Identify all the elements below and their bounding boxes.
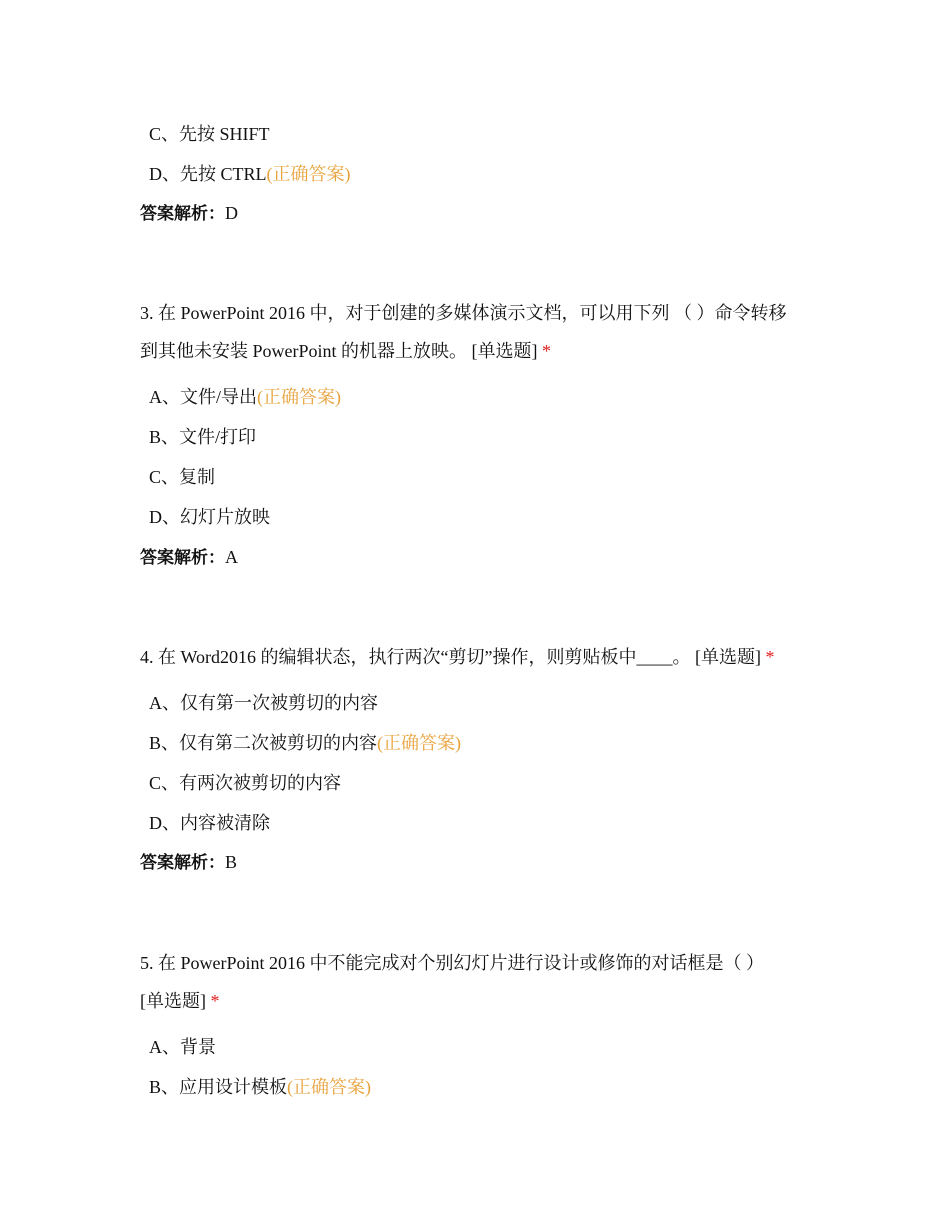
q2-option-d: D、先按 CTRL(正确答案) (149, 164, 351, 184)
q5-title-line2: [单选题] * (140, 991, 220, 1011)
correct-answer-tag: (正确答案) (266, 164, 351, 184)
q5-option-b: B、应用设计模板(正确答案) (149, 1077, 372, 1097)
required-star: * (542, 341, 551, 361)
q2-option-c: C、先按 SHIFT (149, 124, 270, 144)
q3-title-line1: 3. 在 PowerPoint 2016 中，对于创建的多媒体演示文档，可以用下列 （ ）命令转移 (140, 303, 787, 323)
correct-answer-tag: (正确答案) (287, 1077, 372, 1097)
analysis-value: B (225, 852, 238, 872)
analysis-value: A (225, 547, 238, 567)
q3-option-c: C、复制 (149, 467, 216, 487)
q3-option-b: B、文件/打印 (149, 427, 257, 447)
analysis-label: 答案解析： (140, 853, 225, 873)
q3-title-line2: 到其他未安装 PowerPoint 的机器上放映。 [单选题] * (140, 341, 551, 361)
q3-analysis (140, 545, 238, 570)
q4-analysis (140, 850, 237, 875)
q5-option-a: A、背景 (149, 1037, 216, 1057)
analysis-value: D (225, 203, 238, 223)
q4-option-b: B、仅有第二次被剪切的内容(正确答案) (149, 733, 462, 753)
analysis-label: 答案解析： (140, 204, 225, 224)
correct-answer-tag: (正确答案) (377, 733, 462, 753)
q4-option-c: C、有两次被剪切的内容 (149, 773, 342, 793)
q4-option-d: D、内容被清除 (149, 813, 270, 833)
q3-option-d: D、幻灯片放映 (149, 507, 270, 527)
required-star: * (210, 991, 220, 1011)
correct-answer-tag: (正确答案) (257, 387, 341, 407)
analysis-label: 答案解析： (140, 548, 225, 568)
required-star: * (765, 647, 775, 667)
q3-option-a: A、文件/导出(正确答案) (149, 387, 341, 407)
q2-analysis (140, 201, 238, 226)
q4-option-a: A、仅有第一次被剪切的内容 (149, 693, 378, 713)
q5-title-line1: 5. 在 PowerPoint 2016 中不能完成对个别幻灯片进行设计或修饰的对话框是（ ） (140, 953, 765, 973)
q4-title-line1: 4. 在 Word2016 的编辑状态，执行两次“剪切”操作，则剪贴板中____。 [单选题] * (140, 647, 775, 667)
